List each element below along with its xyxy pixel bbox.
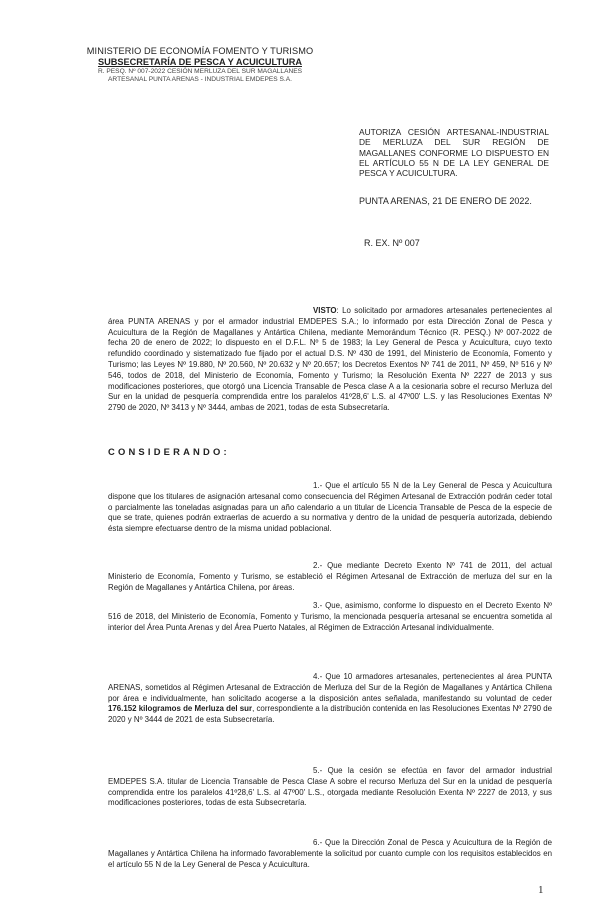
considerando-6: 6.- Que la Dirección Zonal de Pesca y Acuicultura de la Región de Magallanes y Antártica Chilena ha informado favorablemente la solicitud por cuanto cumple con los requisitos establecidos en el artículo 55 N de la Ley General de Pesca y Acuicultura.	[108, 838, 552, 869]
visto-text: : Lo solicitado por armadores artesanales pertenecientes al área PUNTA ARENAS y por el armador industrial EMDEPES S.A.; lo informado por esta Dirección Zonal de Pesca y Acuicultura de la Región de Magallanes y Antártica Chilena, mediante Memorándum Técnico (R. PESQ.) Nº 007-2022 de fecha 20 de enero de 2022; lo dispuesto en el D.F.L. Nº 5 de 1983; la Ley General de Pesca y Acuicultura, cuyo texto refundido coordinado y sistematizado fue fijado por el actual D.S. Nº 430 de 1991, del Ministerio de Economía, Fomento y Turismo; las Leyes Nº 19.880, Nº 20.560, Nº 20.632 y Nº 20.657; los Decretos Exentos Nº 741 de 2011, Nº 459, Nº 516 y Nº 546, todos de 2018, del Ministerio de Economía, Fomento y Turismo; la Resolución Exenta Nº 2227 de 2013 y sus modificaciones posteriores, que otorgó una Licencia Transable de Pesca clase A a la cesionaria sobre el recurso Merluza del Sur en la unidad de pesquería comprendida entre los paralelos 41º28,6' L.S. al 47º00' L.S. y las Resoluciones Exentas Nº 2790 de 2020, Nº 3413 y Nº 3444, ambas de 2021, todas de esta Subsecretaría.	[108, 306, 552, 413]
considerando-4-text-before: 4.- Que 10 armadores artesanales, pertenecientes al área PUNTA ARENAS, sometidos al Régimen Artesanal de Extracción de Merluza del Sur de la Región de Magallanes y Antártica Chilena por área e individualmente, han solicitado acogerse a la disposición antes señalada, manifestando su voluntad de ceder	[108, 672, 552, 703]
considerando-1: 1.- Que el artículo 55 N de la Ley General de Pesca y Acuicultura dispone que los titulares de asignación artesanal como consecuencia del Régimen Artesanal de Extracción podrán ceder total o parcialmente las toneladas asignadas para un año calendario a un titular de Licencia Transable de Pesca de la especie de que se trate, quienes podrán extraerlas de acuerdo a su normativa y dentro de la unidad de pesquería autorizada, debiendo ésta siempre efectuarse dentro de la misma unidad poblacional.	[108, 481, 552, 534]
subsecretaria-name: SUBSECRETARÍA DE PESCA Y ACUICULTURA	[97, 57, 302, 67]
letterhead	[80, 46, 320, 84]
considerando-4-bold-quantity: 176.152 kilogramos de Merluza del sur	[108, 704, 253, 714]
reference-line-1: R. PESQ. Nº 007-2022 CESIÓN MERLUZA DEL SUR MAGALLANES	[97, 68, 303, 75]
visto-label: VISTO	[313, 306, 337, 315]
considerando-3-text: 3.- Que, asimismo, conforme lo dispuesto en el Decreto Exento Nº 516 de 2018, del Ministerio de Economía, Fomento y Turismo, la mencionada pesquería artesanal se encuentra sometida al interior del Área Punta Arenas y del Área Puerto Natales, al Régimen de Extracción Artesanal individualmente.	[108, 601, 552, 632]
visto-paragraph	[108, 306, 552, 414]
considerando-5: 5.- Que la cesión se efectúa en favor del armador industrial EMDEPES S.A. titular de Licencia Transable de Pesca Clase A sobre el recurso Merluza del Sur en la unidad de pesquería comprendida entre los paralelos 41º28,6' L.S. al 47º00' L.S., otorgada mediante Resolución Exenta Nº 2227 de 2013, y sus modificaciones posteriores, todas de esta Subsecretaría.	[108, 766, 552, 808]
page-number: 1	[538, 884, 544, 896]
resolution-subject: AUTORIZA CESIÓN ARTESANAL-INDUSTRIAL DE MERLUZA DEL SUR REGIÓN DE MAGALLANES CONFORME LO DISPUESTO EN EL ARTÍCULO 55 N DE LA LEY GENERAL DE PESCA Y ACUICULTURA.	[359, 127, 549, 179]
considerando-4-text-after: , correspondiente a la distribución contenida en las Resoluciones Exentas Nº 2790 de 2020 y Nº 3444 de 2021 de esta Subsecretaría.	[108, 704, 552, 725]
reference-line-2: ARTESANAL PUNTA ARENAS - INDUSTRIAL EMDEPES S.A.	[108, 76, 292, 83]
considerando-2: 2.- Que mediante Decreto Exento Nº 741 de 2011, del actual Ministerio de Economía, Fomento y Turismo, se estableció el Régimen Artesanal de Extracción de merluza del sur en la Región de Magallanes y Antártica Chilena, por áreas.	[108, 561, 552, 592]
considerando-heading: CONSIDERANDO:	[108, 446, 230, 457]
place-and-date: PUNTA ARENAS, 21 DE ENERO DE 2022.	[359, 196, 532, 206]
considerando-3	[108, 601, 552, 633]
resolution-number: R. EX. Nº 007	[364, 238, 420, 248]
ministry-name: MINISTERIO DE ECONOMÍA FOMENTO Y TURISMO	[86, 46, 314, 56]
considerando-4	[108, 672, 552, 726]
